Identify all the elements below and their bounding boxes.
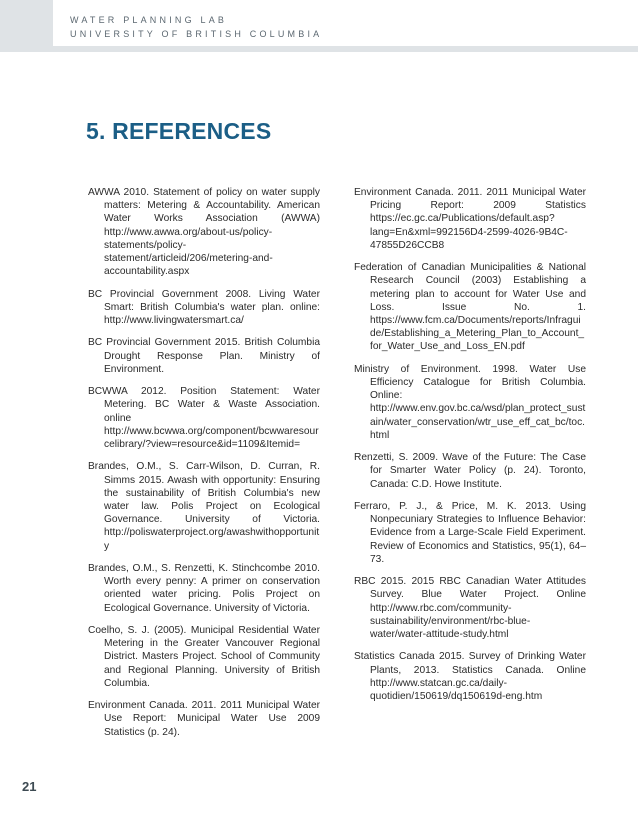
running-header	[70, 13, 322, 41]
header-rule	[53, 46, 638, 52]
reference-item: Environment Canada. 2011. 2011 Municipal Water Use Report: Municipal Water Use 2009 Statistics (p. 24).	[88, 700, 320, 738]
reference-item: BC Provincial Government 2008. Living Water Smart: British Columbia's water plan. online: http://www.livingwatersmart.ca/	[88, 288, 320, 327]
reference-item: Federation of Canadian Municipalities & National Research Council (2003) Establishing a metering plan to account for Water Use and Loss. Issue No. 1. https://www.fcm.ca/Documents/reports/Infraguide/Establishing_a_Metering_Plan_to_Account_for_Water_Use_and_Loss_EN.pdf	[354, 262, 586, 353]
header-university: UNIVERSITY OF BRITISH COLUMBIA	[70, 29, 323, 39]
header-lab-name: WATER PLANNING LAB	[70, 15, 228, 25]
reference-item: Brandes, O.M., S. Renzetti, K. Stinchcombe 2010. Worth every penny: A primer on conservation oriented water pricing. Polis Project on Ecological Governance. University of Victoria.	[88, 563, 320, 614]
reference-item: Coelho, S. J. (2005). Municipal Residential Water Metering in the Greater Vancouver Regional District. Masters Project. School of Community and Regional Planning. University of British Columbia.	[88, 625, 320, 689]
reference-item: Statistics Canada 2015. Survey of Drinking Water Plants, 2013. Statistics Canada. Online http://www.statcan.gc.ca/daily-quotidien/150619/dq150619d-eng.htm	[354, 651, 586, 703]
references-column-left	[88, 186, 320, 748]
reference-item: Environment Canada. 2011. 2011 Municipal Water Pricing Report: 2009 Statistics https://ec.gc.ca/Publications/default.asp?lang=En&xml=992156D4-2599-4026-9B4C-47855D26CCB8	[354, 187, 586, 251]
reference-item: Ministry of Environment. 1998. Water Use Efficiency Catalogue for British Columbia. Online: http://www.env.gov.bc.ca/wsd/plan_protect_sustain/water_conservation/wtr_use_eff_cat_bc/toc.html	[354, 363, 586, 441]
reference-item: BCWWA 2012. Position Statement: Water Metering. BC Water & Waste Association. online http://www.bcwwa.org/component/bcwwaresourcelibrary/?view=resource&id=1109&Itemid=	[88, 386, 320, 451]
reference-item: BC Provincial Government 2015. British Columbia Drought Response Plan. Ministry of Environment.	[88, 337, 320, 375]
references-column-right	[354, 186, 586, 712]
reference-item: Renzetti, S. 2009. Wave of the Future: The Case for Smarter Water Policy (p. 24). Toronto, Canada: C.D. Howe Institute.	[354, 452, 586, 490]
section-title: 5. REFERENCES	[86, 118, 272, 144]
reference-item: RBC 2015. 2015 RBC Canadian Water Attitudes Survey. Blue Water Project. Online http://www.rbc.com/community-sustainability/environment/rbc-blue-water/water-attitude-study.html	[354, 576, 586, 641]
header-accent-block	[0, 0, 53, 52]
reference-item: AWWA 2010. Statement of policy on water supply matters: Metering & Accountability. American Water Works Association (AWWA) http://www.awwa.org/about-us/policy-statements/policy-statement/articleid/206/metering-and-accountability.aspx	[88, 187, 320, 278]
reference-item: Ferraro, P. J., & Price, M. K. 2013. Using Nonpecuniary Strategies to Influence Behavior: Evidence from a Large-Scale Field Experiment. Review of Economics and Statistics, 95(1), 64–73.	[354, 501, 586, 565]
page-number: 21	[22, 779, 37, 794]
reference-item: Brandes, O.M., S. Carr-Wilson, D. Curran, R. Simms 2015. Awash with opportunity: Ensuring the sustainability of British Columbia's new water law. Polis Project on Ecological Governance. University of Victoria. http://poliswaterproject.org/awashwithopportunity	[88, 461, 320, 552]
